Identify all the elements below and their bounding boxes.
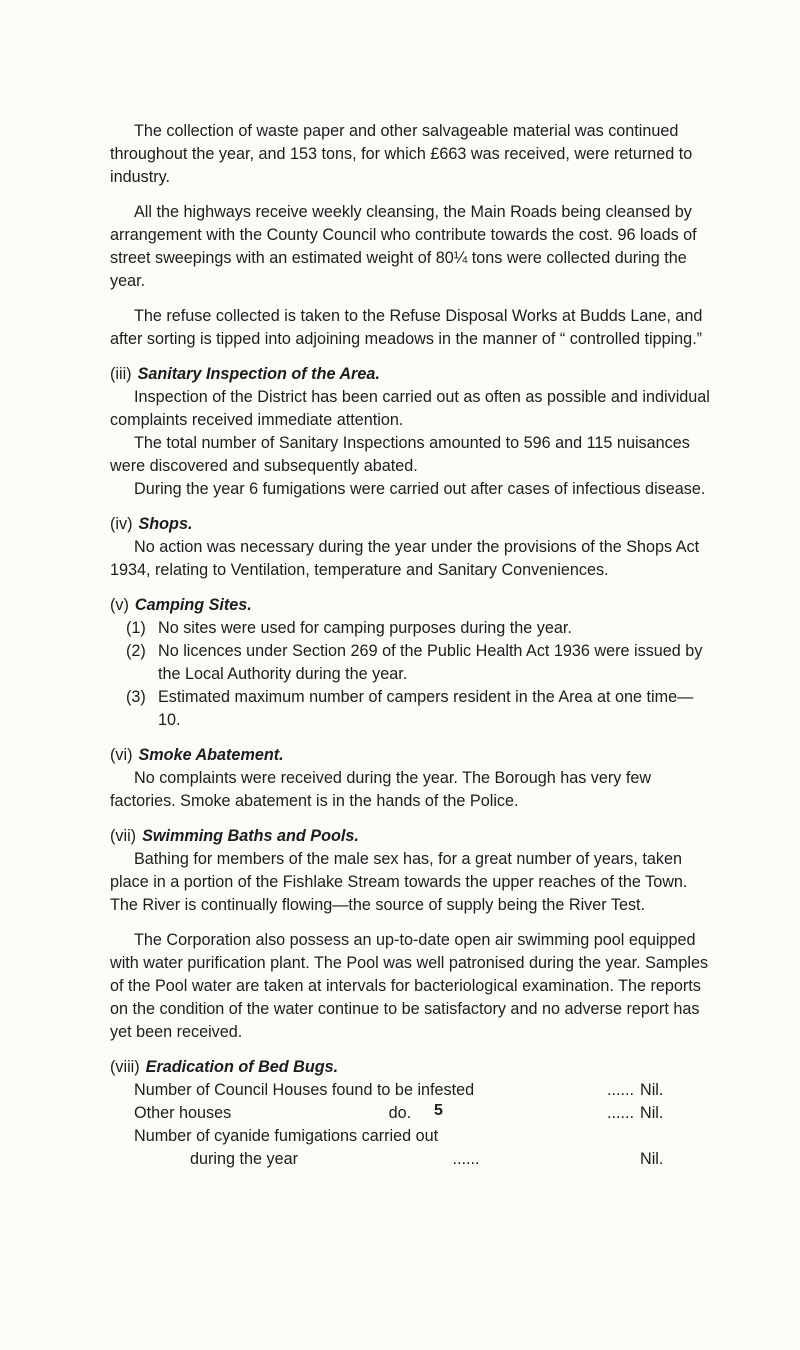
- bed-bugs-row: Number of cyanide fumigations carried out: [134, 1127, 439, 1145]
- paragraph-swimming-pool: The Corporation also possess an up-to-date open air swimming pool equipped with water purification plant. The Pool was well patronised during the year. Samples of the Pool water are taken at intervals for bacteriological examination. The reports on the condition of the water continue to be satisfactory and no adverse report has yet been received.: [110, 931, 709, 1041]
- bed-bugs-row: during the year ...... Nil.: [190, 1150, 664, 1168]
- section-number: (v): [110, 596, 129, 614]
- page-number: 5: [434, 1102, 443, 1119]
- section-heading-sanitary-inspection: [110, 363, 710, 386]
- section-title: Swimming Baths and Pools.: [142, 827, 359, 845]
- section-number: (vii): [110, 827, 137, 845]
- section-number: (vi): [110, 746, 133, 764]
- section-title: Shops.: [138, 515, 193, 533]
- list-item: (2) No licences under Section 269 of the Public Health Act 1936 were issued by the Local Authority during the year.: [126, 642, 703, 683]
- section-title: Smoke Abatement.: [138, 746, 284, 764]
- document-body: [110, 120, 710, 1171]
- paragraph-refuse-disposal: The refuse collected is taken to the Refuse Disposal Works at Budds Lane, and after sorting is tipped into adjoining meadows in the manner of “ controlled tipping.”: [110, 307, 703, 348]
- paragraph-smoke: No complaints were received during the year. The Borough has very few factories. Smoke abatement is in the hands of the Police.: [110, 769, 652, 810]
- section-number: (iv): [110, 515, 133, 533]
- section-heading-smoke-abatement: [110, 744, 710, 767]
- paragraph-inspection: Inspection of the District has been carried out as often as possible and individual complaints received immediate attention.: [110, 388, 710, 429]
- section-title: Eradication of Bed Bugs.: [145, 1058, 339, 1076]
- paragraph-waste-paper: The collection of waste paper and other salvageable material was continued throughout the year, and 153 tons, for which £663 was received, were returned to industry.: [110, 122, 693, 186]
- section-title: Camping Sites.: [134, 596, 252, 614]
- bed-bugs-row: Number of Council Houses found to be infested ...... Nil.: [134, 1081, 664, 1099]
- paragraph-fumigations: During the year 6 fumigations were carried out after cases of infectious disease.: [134, 480, 706, 498]
- paragraph-bathing: Bathing for members of the male sex has, for a great number of years, taken place in a portion of the Fishlake Stream towards the upper reaches of the Town. The River is continually flowing—the source of supply being the River Test.: [110, 850, 688, 914]
- paragraph-highways: All the highways receive weekly cleansing, the Main Roads being cleansed by arrangement with the County Council who contribute towards the cost. 96 loads of street sweepings with an estimated weight of 80¼ tons were collected during the year.: [110, 203, 697, 290]
- section-heading-shops: [110, 513, 710, 536]
- section-number: (iii): [110, 365, 132, 383]
- section-heading-camping-sites: [110, 594, 710, 617]
- paragraph-shops: No action was necessary during the year under the provisions of the Shops Act 1934, relating to Ventilation, temperature and Sanitary Conveniences.: [110, 538, 700, 579]
- section-heading-bed-bugs: [110, 1056, 710, 1079]
- list-item: (1) No sites were used for camping purposes during the year.: [126, 619, 572, 637]
- bed-bugs-row: Other houses do. ...... Nil.: [134, 1104, 664, 1122]
- section-number: (viii): [110, 1058, 140, 1076]
- list-item: (3) Estimated maximum number of campers resident in the Area at one time—10.: [126, 688, 694, 729]
- section-title: Sanitary Inspection of the Area.: [137, 365, 380, 383]
- paragraph-inspection-total: The total number of Sanitary Inspections amounted to 596 and 115 nuisances were discovered and subsequently abated.: [110, 434, 690, 475]
- section-heading-swimming: [110, 825, 710, 848]
